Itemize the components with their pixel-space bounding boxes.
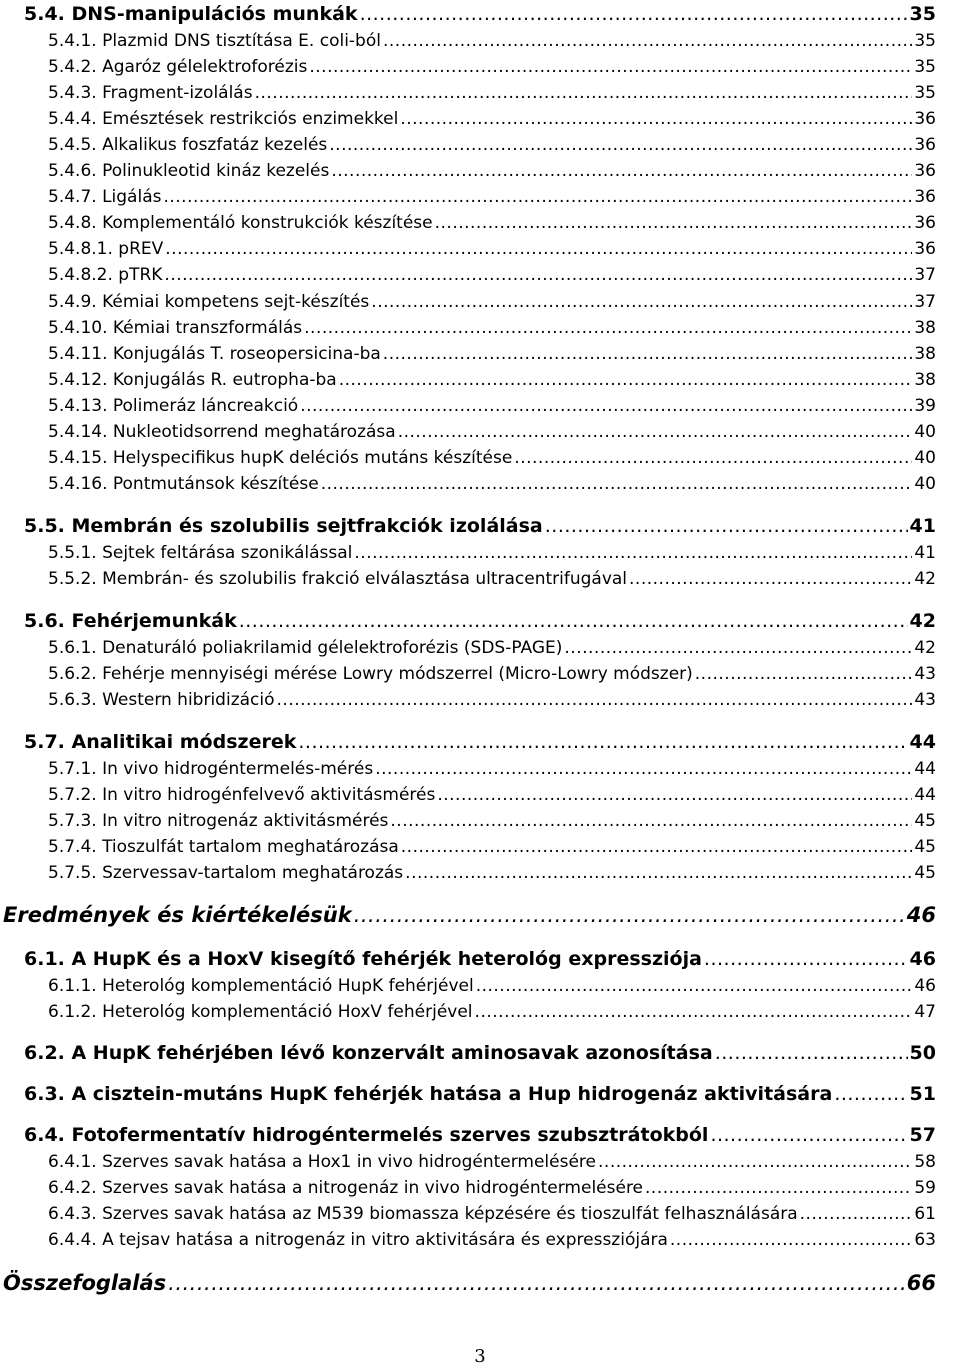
toc-entry[interactable] (48, 57, 936, 77)
toc-entry-title: Összefoglalás (3, 1271, 167, 1295)
toc-entry-title: 6.4.2. Szerves savak hatása a nitrogenáz in vivo hidrogéntermelésére (48, 1178, 644, 1198)
toc-entry-page: 41 (914, 543, 936, 563)
toc-entry-title: 5.7.3. In vitro nitrogenáz aktivitásmérés (48, 811, 389, 831)
toc-entry-page: 37 (914, 265, 936, 285)
toc-entry-title: 6.4.1. Szerves savak hatása a Hox1 in vivo hidrogéntermelésére (48, 1152, 597, 1172)
toc-entry-page: 44 (914, 785, 936, 805)
toc-entry-title: 5.5.2. Membrán- és szolubilis frakció elválasztása ultracentrifugával (48, 569, 628, 589)
toc-entry-title: 5.5.1. Sejtek feltárása szonikálással (48, 543, 353, 563)
toc-leader (435, 213, 913, 233)
toc-entry-page: 45 (914, 811, 936, 831)
toc-entry-page: 36 (914, 213, 936, 233)
toc-leader (437, 785, 912, 805)
toc-leader (371, 292, 912, 312)
toc-entry-title: 6.4.3. Szerves savak hatása az M539 biomassza képzésére és tioszulfát felhasználására (48, 1204, 798, 1224)
toc-leader (834, 1083, 907, 1105)
toc-entry[interactable] (48, 474, 936, 494)
toc-entry-title: 5.4.3. Fragment-izolálás (48, 83, 253, 103)
toc-leader (300, 396, 912, 416)
toc-entry-page: 37 (914, 292, 936, 312)
toc-entry[interactable] (48, 265, 936, 285)
toc-entry-title: 5.4.13. Polimeráz láncreakció (48, 396, 299, 416)
toc-entry-title: 5.7.2. In vitro hidrogénfelvevő aktivitásmérés (48, 785, 436, 805)
toc-entry-page: 61 (914, 1204, 936, 1224)
toc-entry-page: 50 (909, 1042, 936, 1064)
toc-entry-page: 46 (909, 948, 936, 970)
toc-leader (800, 1204, 913, 1224)
toc-entry[interactable] (48, 448, 936, 468)
toc-entry-page: 43 (914, 664, 936, 684)
toc-entry-title: 5.4.6. Polinukleotid kináz kezelés (48, 161, 330, 181)
toc-entry-title: 6.4. Fotofermentatív hidrogéntermelés szerves szubsztrátokból (24, 1124, 709, 1146)
toc-leader (321, 474, 913, 494)
toc-entry[interactable] (48, 213, 936, 233)
toc-entry[interactable] (48, 187, 936, 207)
toc-entry[interactable] (48, 976, 936, 996)
toc-entry[interactable] (48, 31, 936, 51)
toc-leader (645, 1178, 912, 1198)
toc-leader (383, 344, 913, 364)
toc-entry-page: 59 (914, 1178, 936, 1198)
toc-entry-title: 6.1.2. Heterológ komplementáció HoxV fehérjével (48, 1002, 473, 1022)
toc-entry-page: 42 (914, 638, 936, 658)
toc-entry-page: 36 (914, 239, 936, 259)
toc-entry-title: 5.4.8.2. pTRK (48, 265, 163, 285)
toc-leader (163, 187, 912, 207)
toc-entry[interactable] (48, 370, 936, 390)
toc-entry[interactable] (48, 837, 936, 857)
toc-leader (354, 543, 912, 563)
toc-entry[interactable] (48, 1230, 936, 1250)
toc-entry-page: 38 (914, 344, 936, 364)
toc-entry[interactable] (48, 135, 936, 155)
toc-entry[interactable] (48, 811, 936, 831)
toc-entry-title: 5.4.12. Konjugálás R. eutropha-ba (48, 370, 337, 390)
toc-leader (375, 759, 912, 779)
toc-entry[interactable] (48, 422, 936, 442)
toc-entry-page: 43 (914, 690, 936, 710)
toc-leader (239, 610, 908, 632)
toc-entry-page: 38 (914, 318, 936, 338)
toc-entry-page: 35 (914, 83, 936, 103)
toc-leader (304, 318, 912, 338)
toc-entry-page: 38 (914, 370, 936, 390)
toc-entry[interactable] (24, 948, 936, 970)
toc-entry-page: 47 (914, 1002, 936, 1022)
toc-leader (710, 1124, 907, 1146)
page-number: 3 (474, 1346, 486, 1367)
toc-entry-page: 45 (914, 863, 936, 883)
toc-entry[interactable] (48, 543, 936, 563)
toc-leader (383, 31, 912, 51)
toc-entry-title: 6.4.4. A tejsav hatása a nitrogenáz in vitro aktivitására és expressziójára (48, 1230, 668, 1250)
toc-entry[interactable] (24, 610, 936, 632)
toc-entry-page: 36 (914, 135, 936, 155)
toc-entry-page: 45 (914, 837, 936, 857)
toc-entry[interactable] (48, 109, 936, 129)
toc-entry[interactable] (48, 1204, 936, 1224)
toc-entry-page: 46 (914, 976, 936, 996)
toc-entry[interactable] (48, 396, 936, 416)
toc-leader (514, 448, 912, 468)
toc-entry-page: 42 (914, 569, 936, 589)
toc-entry[interactable] (48, 759, 936, 779)
toc-leader (476, 976, 913, 996)
toc-entry-page: 66 (906, 1271, 936, 1295)
toc-entry-title: 5.6.2. Fehérje mennyiségi mérése Lowry módszerrel (Micro-Lowry módszer) (48, 664, 693, 684)
toc-leader (564, 638, 912, 658)
toc-entry[interactable] (48, 863, 936, 883)
toc-entry-title: 5.7.1. In vivo hidrogéntermelés-mérés (48, 759, 374, 779)
toc-entry-title: 6.1.1. Heterológ komplementáció HupK fehérjével (48, 976, 474, 996)
toc-entry-page: 46 (906, 903, 936, 927)
toc-entry-title: 5.4.8.1. pREV (48, 239, 164, 259)
toc-entry-page: 63 (914, 1230, 936, 1250)
toc-entry-page: 40 (914, 422, 936, 442)
toc-entry[interactable] (48, 638, 936, 658)
toc-entry-page: 36 (914, 161, 936, 181)
toc-entry-title: 6.3. A cisztein-mutáns HupK fehérjék hatása a Hup hidrogenáz aktivitására (24, 1083, 833, 1105)
toc-leader (401, 837, 913, 857)
toc-entry[interactable] (48, 664, 936, 684)
toc-leader (670, 1230, 912, 1250)
toc-entry[interactable] (24, 1042, 936, 1064)
toc-leader (695, 664, 913, 684)
toc-entry-title: 5.4.15. Helyspecifikus hupK deléciós mutáns készítése (48, 448, 513, 468)
toc-entry[interactable] (48, 1002, 936, 1022)
toc-chapter-entry[interactable] (3, 903, 936, 927)
toc-leader (298, 731, 907, 753)
toc-entry-title: 5.6. Fehérjemunkák (24, 610, 237, 632)
toc-entry-title: 5.6.1. Denaturáló poliakrilamid gélelektroforézis (SDS-PAGE) (48, 638, 563, 658)
toc-entry-page: 42 (909, 610, 936, 632)
toc-leader (598, 1152, 912, 1172)
toc-entry-page: 35 (914, 31, 936, 51)
toc-entry-title: 5.5. Membrán és szolubilis sejtfrakciók izolálása (24, 515, 543, 537)
toc-entry-title: Eredmények és kiértékelésük (3, 903, 352, 927)
toc-entry-title: 5.4.8. Komplementáló konstrukciók készítése (48, 213, 433, 233)
toc-entry-title: 5.4.14. Nukleotidsorrend meghatározása (48, 422, 396, 442)
toc-entry-page: 35 (914, 57, 936, 77)
toc-entry-title: 6.2. A HupK fehérjében lévő konzervált aminosavak azonosítása (24, 1042, 713, 1064)
toc-entry-title: 5.4.11. Konjugálás T. roseopersicina-ba (48, 344, 381, 364)
toc-leader (704, 948, 908, 970)
toc-leader (165, 239, 912, 259)
toc-entry-page: 36 (914, 187, 936, 207)
toc-leader (715, 1042, 908, 1064)
toc-entry-page: 36 (914, 109, 936, 129)
toc-entry-page: 39 (914, 396, 936, 416)
toc-entry[interactable] (48, 1178, 936, 1198)
toc-leader (164, 265, 912, 285)
toc-entry[interactable] (48, 344, 936, 364)
toc-entry-title: 5.4.4. Emésztések restrikciós enzimekkel (48, 109, 399, 129)
toc-entry-page: 51 (909, 1083, 936, 1105)
toc-entry[interactable] (48, 239, 936, 259)
toc-entry[interactable] (48, 785, 936, 805)
toc-entry-title: 5.4. DNS-manipulációs munkák (24, 3, 358, 25)
toc-entry[interactable] (24, 515, 936, 537)
toc-entry-title: 5.4.10. Kémiai transzformálás (48, 318, 303, 338)
toc-entry[interactable] (48, 292, 936, 312)
toc-entry-page: 35 (909, 3, 936, 25)
toc-entry-page: 44 (914, 759, 936, 779)
toc-entry-title: 5.4.7. Ligálás (48, 187, 162, 207)
toc-entry-title: 5.7.4. Tioszulfát tartalom meghatározása (48, 837, 399, 857)
toc-leader (360, 3, 908, 25)
toc-entry-title: 5.7. Analitikai módszerek (24, 731, 297, 753)
toc-entry-title: 5.6.3. Western hibridizáció (48, 690, 275, 710)
toc-leader (400, 109, 912, 129)
toc-entry-title: 5.4.1. Plazmid DNS tisztítása E. coli-ból (48, 31, 381, 51)
toc-entry-page: 40 (914, 474, 936, 494)
toc-leader (277, 690, 913, 710)
toc-chapter-entry[interactable] (3, 1271, 936, 1295)
toc-entry[interactable] (48, 1152, 936, 1172)
toc-entry[interactable] (48, 318, 936, 338)
toc-leader (390, 811, 912, 831)
toc-entry[interactable] (48, 83, 936, 103)
toc-leader (331, 161, 912, 181)
toc-entry-title: 5.4.16. Pontmutánsok készítése (48, 474, 319, 494)
toc-leader (339, 370, 913, 390)
toc-leader (168, 1271, 905, 1295)
toc-leader (354, 903, 905, 927)
toc-leader (405, 863, 912, 883)
toc-entry-page: 44 (909, 731, 936, 753)
toc-leader (309, 57, 912, 77)
toc-entry[interactable] (48, 690, 936, 710)
toc-entry-title: 5.7.5. Szervessav-tartalom meghatározás (48, 863, 404, 883)
toc-leader (398, 422, 913, 442)
toc-leader (329, 135, 912, 155)
toc-entry-page: 41 (909, 515, 936, 537)
toc-entry-title: 5.4.5. Alkalikus foszfatáz kezelés (48, 135, 328, 155)
toc-entry[interactable] (24, 1124, 936, 1146)
toc-entry[interactable] (24, 731, 936, 753)
toc-entry[interactable] (24, 3, 936, 25)
toc-entry-page: 58 (914, 1152, 936, 1172)
toc-entry-title: 5.4.9. Kémiai kompetens sejt-készítés (48, 292, 370, 312)
toc-entry[interactable] (24, 1083, 936, 1105)
toc-entry-title: 5.4.2. Agaróz gélelektroforézis (48, 57, 308, 77)
toc-leader (629, 569, 912, 589)
toc-entry-page: 57 (909, 1124, 936, 1146)
toc-entry[interactable] (48, 569, 936, 589)
toc-leader (475, 1002, 913, 1022)
toc-leader (255, 83, 913, 103)
toc-leader (545, 515, 908, 537)
toc-entry[interactable] (48, 161, 936, 181)
toc-entry-title: 6.1. A HupK és a HoxV kisegítő fehérjék heterológ expressziója (24, 948, 702, 970)
toc-entry-page: 40 (914, 448, 936, 468)
